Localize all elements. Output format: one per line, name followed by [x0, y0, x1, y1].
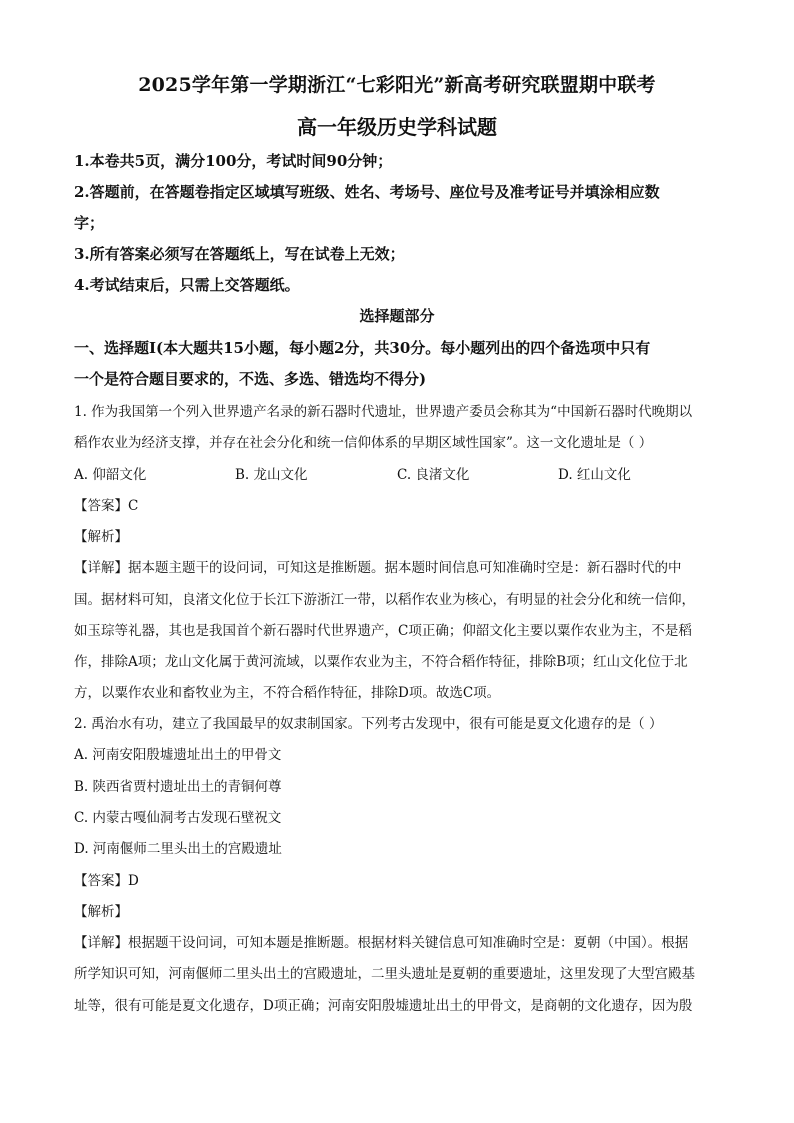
- q1-detail-line: 如玉琮等礼器，其也是我国首个新石器时代世界遗产，C项正确；仰韶文化主要以粟作农业为主，不是稻: [74, 623, 692, 639]
- q2-detail-line: 【详解】根据题干设问词，可知本题是推断题。根据材料关键信息可知准确时空是：夏朝（中国）。根据: [74, 935, 689, 951]
- q2-answer: 【答案】D: [74, 873, 139, 889]
- q2-option-b: B. 陕西省贾村遗址出土的青铜何尊: [74, 779, 282, 795]
- instruction-4: 4.考试结束后，只需上交答题纸。: [74, 276, 300, 294]
- section-heading-cont: 一个是符合题目要求的，不选、多选、错选均不得分): [74, 370, 427, 388]
- instruction-3: 3.所有答案必须写在答题纸上，写在试卷上无效；: [74, 245, 405, 263]
- q1-option-d: D. 红山文化: [558, 467, 631, 483]
- q1-option-c: C. 良渚文化: [397, 467, 470, 483]
- q2-detail-line: 址等，很有可能是夏文化遗存，D项正确；河南安阳殷墟遗址出土的甲骨文，是商朝的文化遗存，因为殷: [74, 998, 693, 1014]
- q2-stem: 2. 禹治水有功，建立了我国最早的奴隶制国家。下列考古发现中，很有可能是夏文化遗存的是（ ）: [74, 716, 663, 732]
- instruction-1: 1.本卷共5页，满分100分，考试时间90分钟；: [74, 152, 393, 170]
- q2-detail-line: 所学知识可知，河南偃师二里头出土的宫殿遗址，二里头遗址是夏朝的重要遗址，这里发现了大型宫殿基: [74, 966, 695, 982]
- section-heading: 一、选择题Ⅰ(本大题共15小题，每小题2分，共30分。每小题列出的四个备选项中只有: [74, 339, 651, 357]
- q1-detail-line: 【详解】据本题主题干的设问词，可知这是推断题。据本题时间信息可知准确时空是：新石器时代的中: [74, 560, 682, 576]
- q1-stem-cont: 稻作农业为经济支撑，并存在社会分化和统一信仰体系的早期区域性国家”。这一文化遗址是（ ）: [74, 435, 653, 451]
- q1-analysis-label: 【解析】: [74, 529, 128, 545]
- q1-detail-line: 方，以粟作农业和畜牧业为主，不符合稻作特征，排除D项。故选C项。: [74, 685, 501, 701]
- q1-stem: 1. 作为我国第一个列入世界遗产名录的新石器时代遗址，世界遗产委员会称其为“中国新石器时代晚期以: [74, 404, 693, 420]
- q1-detail-line: 作，排除A项；龙山文化属于黄河流域，以粟作农业为主，不符合稻作特征，排除B项；红山文化位于北: [74, 654, 688, 670]
- q2-option-a: A. 河南安阳殷墟遗址出土的甲骨文: [74, 747, 282, 763]
- q2-analysis-label: 【解析】: [74, 904, 128, 920]
- q2-option-d: D. 河南偃师二里头出土的宫殿遗址: [74, 841, 282, 857]
- instruction-2: 2.答题前，在答题卷指定区域填写班级、姓名、考场号、座位号及准考证号并填涂相应数: [74, 183, 660, 201]
- q1-option-a: A. 仰韶文化: [74, 467, 147, 483]
- exam-subtitle: 高一年级历史学科试题: [297, 115, 497, 139]
- q1-answer: 【答案】C: [74, 498, 139, 514]
- section-title: 选择题部分: [359, 307, 435, 325]
- q1-detail-line: 国。据材料可知，良渚文化位于长江下游浙江一带，以稻作农业为核心，有明显的社会分化和统一信仰，: [74, 592, 695, 608]
- instruction-2-cont: 字；: [74, 214, 105, 232]
- exam-title: 2025学年第一学期浙江“七彩阳光”新高考研究联盟期中联考: [138, 74, 656, 96]
- q1-option-b: B. 龙山文化: [235, 467, 308, 483]
- q2-option-c: C. 内蒙古嘎仙洞考古发现石壁祝文: [74, 810, 282, 826]
